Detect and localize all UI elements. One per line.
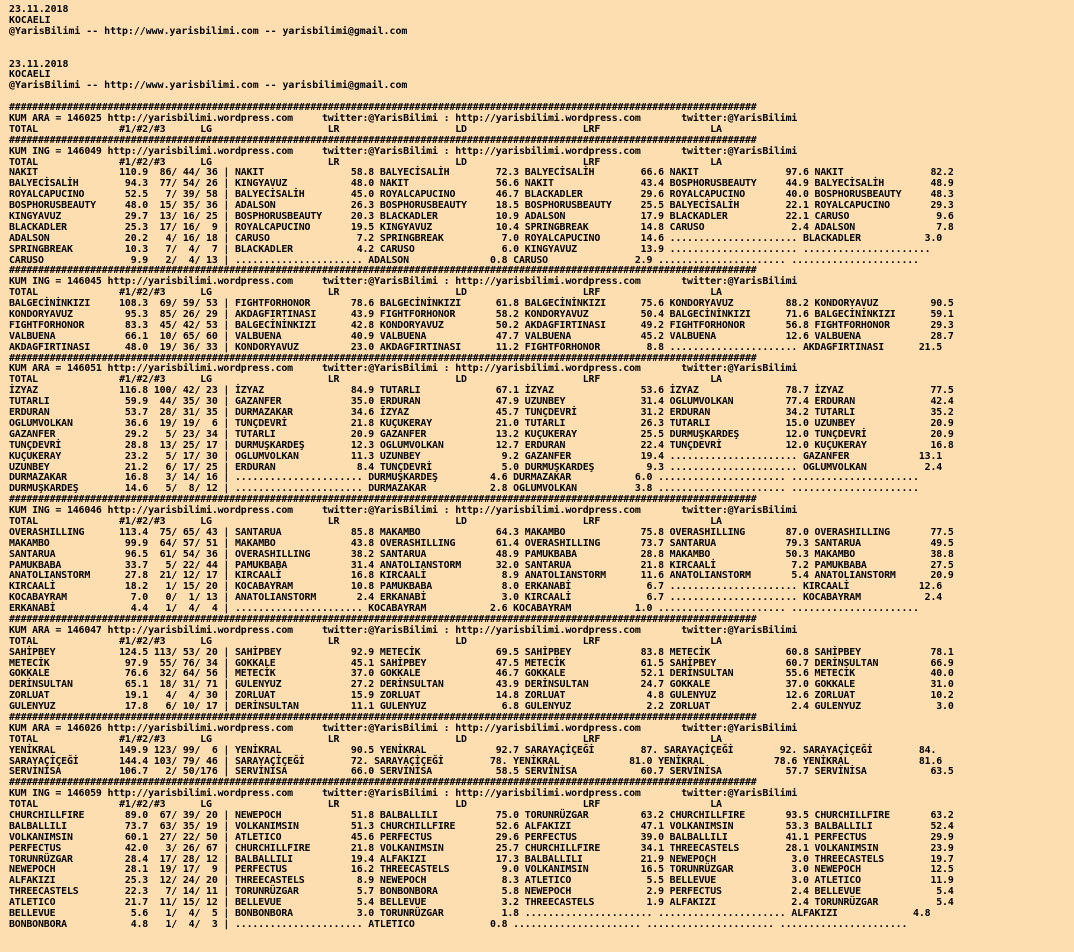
column-header-line: TOTAL #1/#2/#3 LG LR LD LRF LA	[9, 156, 722, 168]
horse-row: PAMUKBABA 33.7 5/ 22/ 44 | PAMUKBABA 31.4 ANATOLIANSTORM 32.0 SANTARUA 21.8 KIRCAALİ 7.2 PAMUKBABA 27.5	[9, 559, 954, 571]
blank-line	[9, 38, 1074, 49]
horse-row: SAHİPBEY 124.5 113/ 53/ 20 | SAHİPBEY 92.9 METECİK 69.5 SAHİPBEY 83.8 METECİK 60.8 SAHİPBEY 78.1	[9, 646, 954, 658]
horse-row: SARAYAÇİÇEĞİ 144.4 103/ 79/ 46 | SARAYAÇİÇEĞİ 72. SARAYAÇİÇEĞİ 78. YENİKRAL 81.0 YENİKRAL 78.6 YENİKRAL 81.6	[9, 755, 943, 767]
horse-row: NEWEPOCH 28.1 19/ 17/ 9 | PERFECTUS 16.2 THREECASTELS 9.0 VOLKANIMSIN 16.5 TORUNRÜZGAR 3.0 NEWEPOCH 12.5	[9, 864, 954, 876]
horse-row: ADALSON 20.2 4/ 16/ 18 | CARUSO 7.2 SPRINGBREAK 7.0 ROYALCAPUCINO 14.6 ...................... BLACKADLER 3.0	[9, 232, 943, 244]
horse-row: UZUNBEY 21.2 6/ 17/ 25 | ERDURAN 8.4 TUNÇDEVRİ 5.0 DURMUŞKARDEŞ 9.3 ...................... OGLUMVOLKAN 2.4	[9, 461, 943, 473]
separator-line: #################################################################################################################################	[9, 711, 757, 723]
horse-row: THREECASTELS 22.3 7/ 14/ 11 | TORUNRÜZGAR 5.7 BONBONBORA 5.8 NEWEPOCH 2.9 PERFECTUS 2.4 BELLEVUE 5.4	[9, 886, 954, 898]
horse-row: OVERASHILLING 113.4 75/ 65/ 43 | SANTARUA 85.8 MAKAMBO 64.3 MAKAMBO 75.8 OVERASHILLING 87.0 OVERASHILLING 77.5	[9, 526, 954, 538]
horse-row: BELLEVUE 5.6 1/ 4/ 5 | BONBONBORA 3.0 TORUNRÜZGAR 1.8 ...................... ...................... ALFAKIZI 4.8	[9, 908, 931, 920]
horse-row: CHURCHILLFIRE 89.0 67/ 39/ 20 | NEWEPOCH 51.8 BALBALLILI 75.0 TORUNRÜZGAR 63.2 CHURCHILLFIRE 93.5 CHURCHILLFIRE 63.2	[9, 810, 954, 821]
race-header-line: KUM ING = 146059 http://yarisbilimi.wordpress.com twitter:@YarisBilimi : http://yarisbilimi.wordpress.com twitter:@YarisBilimi	[9, 788, 798, 800]
horse-row: ERDURAN 53.7 28/ 31/ 35 | DURMAZAKAR 34.6 İZYAZ 45.7 TUNÇDEVRİ 31.2 ERDURAN 34.2 TUTARLI 35.2	[9, 407, 954, 419]
blank-line	[9, 49, 1074, 60]
horse-row: VALBUENA 66.1 10/ 65/ 60 | VALBUENA 40.9 VALBUENA 47.7 VALBUENA 45.2 VALBUENA 12.6 VALBUENA 28.7	[9, 330, 954, 342]
race-header-line: KUM ARA = 146051 http://yarisbilimi.wordpress.com twitter:@YarisBilimi : http://yarisbilimi.wordpress.com twitter:@YarisBilimi	[9, 363, 798, 375]
horse-row: İZYAZ 116.8 100/ 42/ 23 | İZYAZ 84.9 TUTARLI 67.1 İZYAZ 53.6 İZYAZ 78.7 İZYAZ 77.5	[9, 385, 954, 397]
horse-row: ROYALCAPUCINO 52.5 7/ 39/ 58 | BALYECİSALİH 45.0 ROYALCAPUCINO 46.7 BLACKADLER 29.6 ROYALCAPUCINO 40.0 BOSPHORUSBEAUTY 48.3	[9, 189, 954, 201]
horse-row: TORUNRÜZGAR 28.4 17/ 28/ 12 | BALBALLILI 19.4 ALFAKIZI 17.3 BALBALLILI 21.9 NEWEPOCH 3.0 THREECASTELS 19.7	[9, 853, 954, 865]
horse-row: METECİK 97.9 55/ 76/ 34 | GOKKALE 45.1 SAHİPBEY 47.5 METECİK 61.5 SAHİPBEY 60.7 DERİNSULTAN 66.9	[9, 657, 954, 669]
column-header-line: TOTAL #1/#2/#3 LG LR LD LRF LA	[9, 123, 722, 135]
horse-row: ALFAKIZI 25.3 12/ 24/ 20 | THREECASTELS 8.9 NEWEPOCH 8.3 ATLETICO 5.5 BELLEVUE 3.0 ATLETICO 11.9	[9, 875, 954, 887]
header-block-1	[9, 5, 1074, 38]
column-header-line: TOTAL #1/#2/#3 LG LR LD LRF LA	[9, 287, 722, 299]
separator-line: #################################################################################################################################	[9, 134, 757, 146]
horse-row: KOCABAYRAM 7.0 0/ 1/ 13 | ANATOLIANSTORM 2.4 ERKANABİ 3.0 KIRCAALİ 6.7 ...................... KOCABAYRAM 2.4	[9, 592, 943, 604]
race-header-line: KUM ARA = 146026 http://yarisbilimi.wordpress.com twitter:@YarisBilimi : http://yarisbilimi.wordpress.com twitter:@YarisBilimi	[9, 722, 798, 734]
race-header-line: KUM ARA = 146025 http://yarisbilimi.wordpress.com twitter:@YarisBilimi : http://yarisbilimi.wordpress.com twitter:@YarisBilimi	[9, 113, 798, 124]
horse-row: YENİKRAL 149.9 123/ 99/ 6 | YENİKRAL 90.5 YENİKRAL 92.7 SARAYAÇİÇEĞİ 87. SARAYAÇİÇEĞİ 92. SARAYAÇİÇEĞİ 84.	[9, 744, 937, 756]
race-header-line: KUM ARA = 146047 http://yarisbilimi.wordpress.com twitter:@YarisBilimi : http://yarisbilimi.wordpress.com twitter:@YarisBilimi	[9, 624, 798, 636]
horse-row: BOSPHORUSBEAUTY 48.0 15/ 35/ 36 | ADALSON 26.3 BOSPHORUSBEAUTY 18.5 BOSPHORUSBEAUTY 25.5 BALYECİSALİH 22.1 ROYALCAPUCINO 29.3	[9, 200, 954, 212]
separator-line: #################################################################################################################################	[9, 777, 757, 789]
column-header-line: TOTAL #1/#2/#3 LG LR LD LRF LA	[9, 374, 722, 386]
horse-row: GULENYUZ 17.8 6/ 10/ 17 | DERİNSULTAN 11.1 GULENYUZ 6.8 GULENYUZ 2.2 ZORLUAT 2.4 GULENYUZ 3.0	[9, 701, 954, 713]
horse-row: TUNÇDEVRİ 28.8 13/ 25/ 17 | DURMUŞKARDEŞ 12.3 OGLUMVOLKAN 12.7 ERDURAN 22.4 TUNÇDEVRİ 12.0 KUÇUKERAY 16.8	[9, 439, 954, 451]
column-header-line: TOTAL #1/#2/#3 LG LR LD LRF LA	[9, 515, 722, 527]
horse-row: GOKKALE 76.6 32/ 64/ 56 | METECİK 37.0 GOKKALE 46.7 GOKKALE 52.1 DERİNSULTAN 55.6 METECİK 40.0	[9, 668, 954, 680]
separator-line: #################################################################################################################################	[9, 265, 757, 277]
column-header-line: TOTAL #1/#2/#3 LG LR LD LRF LA	[9, 635, 722, 647]
horse-row: SERVİNİSA 106.7 2/ 50/176 | SERVİNİSA 66.0 SERVİNİSA 58.5 SERVİNİSA 60.7 SERVİNİSA 57.7 SERVİNİSA 63.5	[9, 766, 954, 778]
horse-row: BALYECİSALİH 94.3 77/ 54/ 26 | KINGYAVUZ 48.0 NAKIT 56.6 NAKIT 43.4 BOSPHORUSBEAUTY 44.9 BALYECİSALİH 48.9	[9, 178, 954, 190]
separator-line: #################################################################################################################################	[9, 613, 757, 625]
header-block-2	[9, 60, 1074, 93]
horse-row: KONDORYAVUZ 95.3 85/ 26/ 29 | AKDAGFIRTINASI 43.9 FIGHTFORHONOR 58.2 KONDORYAVUZ 50.4 BALGECİNİNKIZI 71.6 BALGECİNİNKIZI 59.1	[9, 309, 954, 321]
separator-line: #################################################################################################################################	[9, 102, 757, 114]
race-report-table	[9, 103, 1074, 931]
horse-row: CARUSO 9.9 2/ 4/ 13 | ...................... ADALSON 0.8 CARUSO 2.9 ...................... ......................	[9, 254, 919, 266]
horse-row: BLACKADLER 25.3 17/ 16/ 9 | ROYALCAPUCINO 19.5 KINGYAVUZ 10.4 SPRINGBREAK 14.8 CARUSO 2.4 ADALSON 7.8	[9, 221, 954, 233]
report-city: KOCAELI	[9, 69, 51, 81]
horse-row: FIGHTFORHONOR 83.3 45/ 42/ 53 | BALGECİNİNKIZI 42.8 KONDORYAVUZ 50.2 AKDAGFIRTINASI 49.2 FIGHTFORHONOR 56.8 FIGHTFORHONOR 29.3	[9, 319, 954, 331]
horse-row: SPRINGBREAK 10.3 7/ 4/ 7 | BLACKADLER 4.2 CARUSO 6.0 KINGYAVUZ 13.9 ...................... ......................	[9, 243, 931, 255]
report-contact: @YarisBilimi -- http://www.yarisbilimi.com -- yarisbilimi@gmail.com	[9, 25, 408, 37]
report-date: 23.11.2018	[9, 4, 69, 15]
column-header-line: TOTAL #1/#2/#3 LG LR LD LRF LA	[9, 733, 722, 745]
separator-line: #################################################################################################################################	[9, 352, 757, 364]
race-header-line: KUM ING = 146046 http://yarisbilimi.wordpress.com twitter:@YarisBilimi : http://yarisbilimi.wordpress.com twitter:@YarisBilimi	[9, 505, 798, 517]
horse-row: KINGYAVUZ 29.7 13/ 16/ 25 | BOSPHORUSBEAUTY 20.3 BLACKADLER 10.9 ADALSON 17.9 BLACKADLER 22.1 CARUSO 9.6	[9, 211, 954, 223]
horse-row: ANATOLIANSTORM 27.8 21/ 12/ 17 | KIRCAALİ 16.8 KIRCAALİ 8.9 ANATOLIANSTORM 11.6 ANATOLIANSTORM 5.4 ANATOLIANSTORM 20.9	[9, 570, 954, 582]
horse-row: ATLETICO 21.7 11/ 15/ 12 | BELLEVUE 5.4 BELLEVUE 3.2 THREECASTELS 1.9 ALFAKIZI 2.4 TORUNRÜZGAR 5.4	[9, 897, 954, 909]
horse-row: DURMAZAKAR 16.8 3/ 14/ 16 | ...................... DURMUŞKARDEŞ 4.6 DURMAZAKAR 6.0 ...................... ......................	[9, 472, 919, 484]
horse-row: OGLUMVOLKAN 36.6 19/ 19/ 6 | TUNÇDEVRİ 21.8 KUÇUKERAY 21.0 TUTARLI 26.3 TUTARLI 15.0 UZUNBEY 20.9	[9, 417, 954, 429]
report-date: 23.11.2018	[9, 58, 69, 70]
horse-row: TUTARLI 59.9 44/ 35/ 30 | GAZANFER 35.0 ERDURAN 47.9 UZUNBEY 31.4 OGLUMVOLKAN 77.4 ERDURAN 42.4	[9, 396, 954, 408]
horse-row: KIRCAALİ 18.2 1/ 15/ 20 | KOCABAYRAM 10.8 PAMUKBABA 8.0 ERKANABİ 6.7 ...................... KIRCAALİ 12.6	[9, 581, 943, 593]
horse-row: VOLKANIMSIN 60.1 27/ 22/ 50 | ATLETICO 45.6 PERFECTUS 29.6 PERFECTUS 39.0 BALBALLILI 41.1 PERFECTUS 29.9	[9, 831, 954, 843]
horse-row: BONBONBORA 4.8 1/ 4/ 3 | ...................... ATLETICO 0.8 ...................... ...................... ......................	[9, 918, 908, 930]
race-header-line: KUM ING = 146045 http://yarisbilimi.wordpress.com twitter:@YarisBilimi : http://yarisbilimi.wordpress.com twitter:@YarisBilimi	[9, 276, 798, 288]
horse-row: BALBALLILI 73.7 63/ 35/ 19 | VOLKANIMSIN 51.3 CHURCHILLFIRE 52.6 ALFAKIZI 47.1 VOLKANIMSIN 53.3 BALBALLILI 52.4	[9, 820, 954, 832]
separator-line: #################################################################################################################################	[9, 494, 757, 506]
horse-row: AKDAGFIRTINASI 48.0 19/ 36/ 33 | KONDORYAVUZ 23.0 AKDAGFIRTINASI 11.2 FIGHTFORHONOR 8.8 ...................... AKDAGFIRTINASI 21.5	[9, 341, 943, 353]
report-city: KOCAELI	[9, 14, 51, 26]
horse-row: ZORLUAT 19.1 4/ 4/ 30 | ZORLUAT 15.9 ZORLUAT 14.8 ZORLUAT 4.8 GULENYUZ 12.6 ZORLUAT 10.2	[9, 690, 954, 702]
horse-row: BALGECİNİNKIZI 108.3 69/ 59/ 53 | FIGHTFORHONOR 78.6 BALGECİNİNKIZI 61.8 BALGECİNİNKIZI 75.6 KONDORYAVUZ 88.2 KONDORYAVUZ 90.5	[9, 298, 954, 310]
report-contact: @YarisBilimi -- http://www.yarisbilimi.com -- yarisbilimi@gmail.com	[9, 80, 408, 92]
horse-row: KUÇUKERAY 23.2 5/ 17/ 30 | OGLUMVOLKAN 11.3 UZUNBEY 9.2 GAZANFER 19.4 ...................... GAZANFER 13.1	[9, 450, 943, 462]
horse-row: PERFECTUS 42.0 3/ 26/ 67 | CHURCHILLFIRE 21.8 VOLKANIMSIN 25.7 CHURCHILLFIRE 34.1 THREECASTELS 28.1 VOLKANIMSIN 23.9	[9, 842, 954, 854]
horse-row: DURMUŞKARDEŞ 14.6 5/ 8/ 12 | ...................... DURMAZAKAR 2.8 OGLUMVOLKAN 3.8 ...................... ......................	[9, 483, 919, 495]
horse-row: GAZANFER 29.2 5/ 23/ 34 | TUTARLI 20.9 GAZANFER 13.2 KUÇUKERAY 25.5 DURMUŞKARDEŞ 12.0 TUNÇDEVRİ 20.9	[9, 428, 954, 440]
horse-row: MAKAMBO 99.9 64/ 57/ 51 | MAKAMBO 43.8 OVERASHILLING 61.4 OVERASHILLING 73.7 SANTARUA 79.3 SANTARUA 49.5	[9, 537, 954, 549]
column-header-line: TOTAL #1/#2/#3 LG LR LD LRF LA	[9, 799, 722, 811]
horse-row: NAKIT 110.9 86/ 44/ 36 | NAKIT 58.8 BALYECİSALİH 72.3 BALYECİSALİH 66.6 NAKIT 97.6 NAKIT 82.2	[9, 167, 954, 179]
race-header-line: KUM ING = 146049 http://yarisbilimi.wordpress.com twitter:@YarisBilimi : http://yarisbilimi.wordpress.com twitter:@YarisBilimi	[9, 145, 798, 157]
horse-row: ERKANABİ 4.4 1/ 4/ 4 | ...................... KOCABAYRAM 2.6 KOCABAYRAM 1.0 ...................... ......................	[9, 603, 919, 615]
horse-row: SANTARUA 96.5 61/ 54/ 36 | OVERASHILLING 38.2 SANTARUA 48.9 PAMUKBABA 28.8 MAKAMBO 50.3 MAKAMBO 38.8	[9, 548, 954, 560]
horse-row: DERİNSULTAN 65.1 18/ 31/ 71 | GULENYUZ 27.2 DERİNSULTAN 43.9 DERİNSULTAN 24.7 GOKKALE 37.0 GOKKALE 31.0	[9, 679, 954, 691]
